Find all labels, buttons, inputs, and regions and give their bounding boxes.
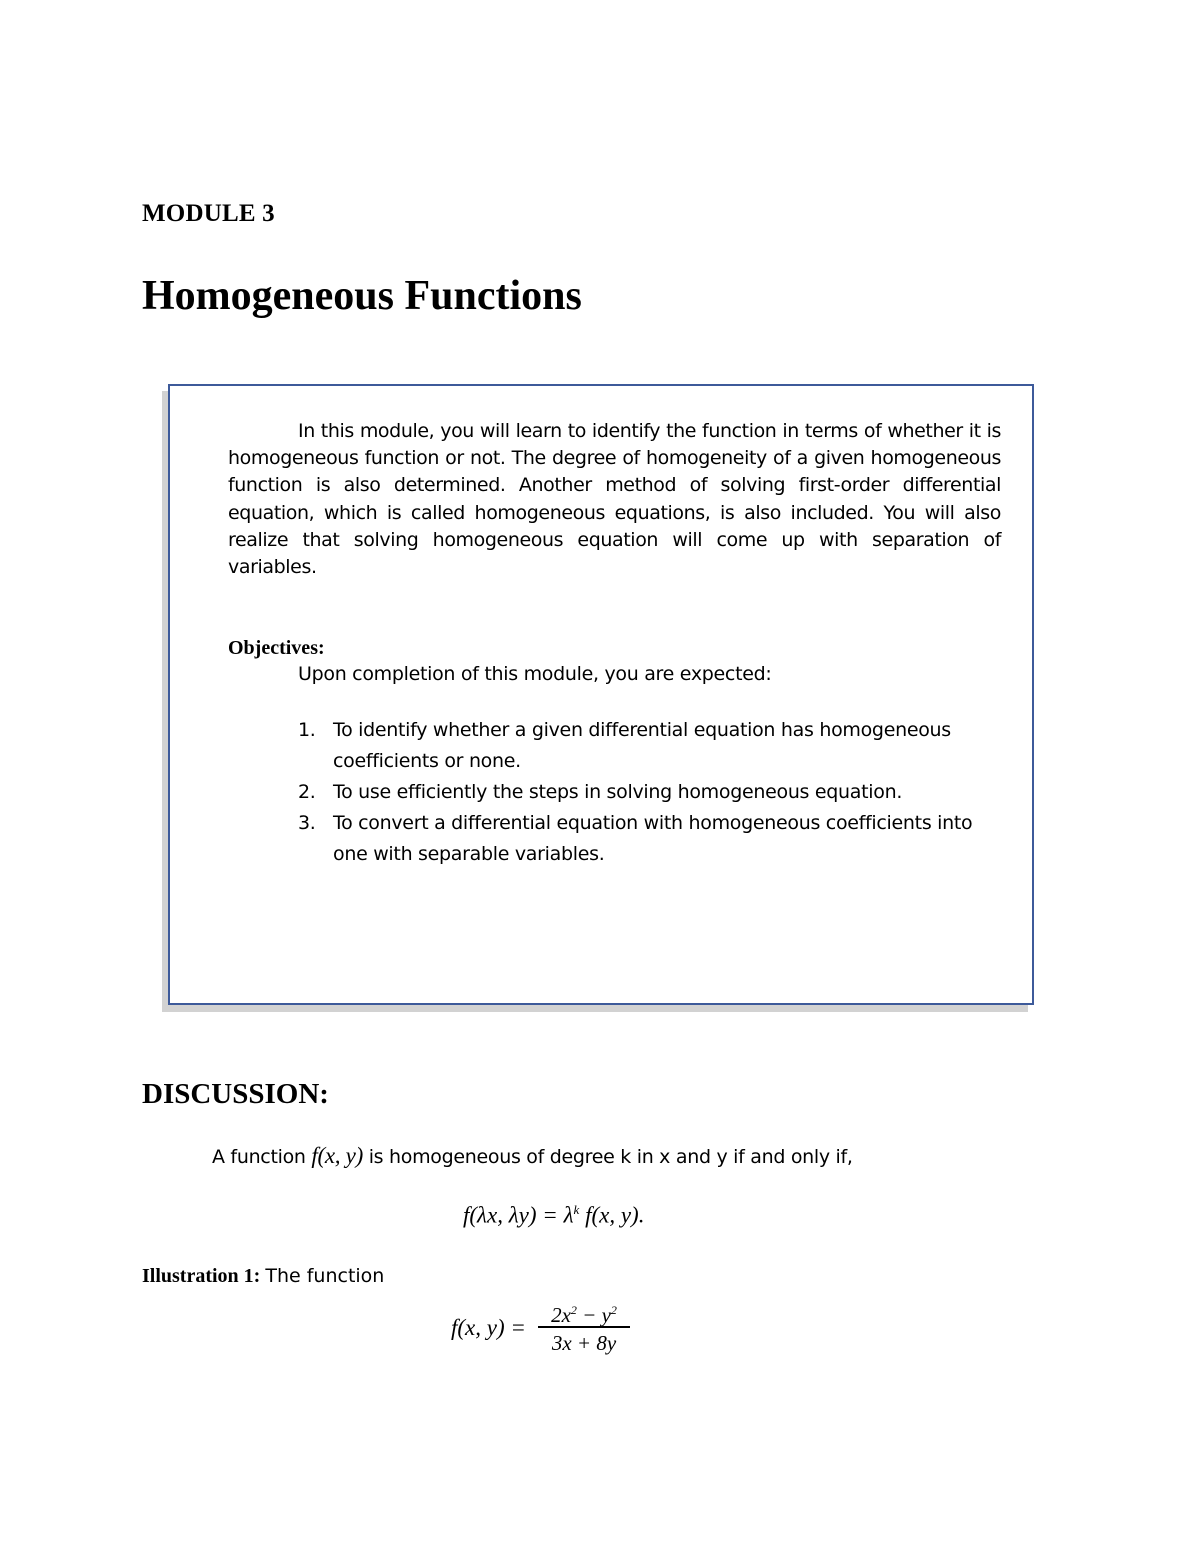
page-title: Homogeneous Functions xyxy=(142,273,582,319)
list-item-text: To use efficiently the steps in solving homogeneous equation. xyxy=(333,781,903,803)
homogeneity-equation xyxy=(463,1202,644,1229)
list-item-text: To convert a differential equation with homogeneous coefficients into one with separable variables. xyxy=(333,812,973,865)
equation-exponent: k xyxy=(573,1202,580,1217)
objectives-intro: Upon completion of this module, you are expected: xyxy=(298,663,772,685)
definition-suffix: is homogeneous of degree k in x and y if and only if, xyxy=(368,1146,853,1168)
equation-rhs: f(x, y). xyxy=(579,1202,645,1228)
definition-line xyxy=(212,1143,853,1169)
illustration-text: The function xyxy=(265,1265,385,1287)
illustration-label: Illustration 1: xyxy=(142,1265,261,1287)
illustration-equation-lhs: f(x, y) = xyxy=(451,1315,526,1340)
list-item xyxy=(298,715,998,777)
list-item-number: 3. xyxy=(298,812,316,834)
numerator-exponent-b: 2 xyxy=(610,1303,617,1317)
illustration-fraction xyxy=(538,1296,630,1355)
list-item xyxy=(298,808,998,870)
numerator-term-a: 2x xyxy=(551,1303,571,1327)
list-item-number: 2. xyxy=(298,781,316,803)
equation-lhs: f(λx, λy) = λ xyxy=(463,1202,574,1228)
numerator-term-b: − y xyxy=(576,1303,611,1327)
numerator-exponent-a: 2 xyxy=(570,1303,577,1317)
intro-paragraph: In this module, you will learn to identify the function in terms of whether it is homogeneous function or not. The degree of homogeneity of a given homogeneous function is also determined. Another method of solving first-order differential equation, which is called homogeneous equations, is also included. You will also realize that solving homogeneous equation will come up with separation of variables. xyxy=(228,420,1001,579)
definition-function: f(x, y) xyxy=(311,1143,363,1168)
illustration-line xyxy=(142,1265,384,1288)
definition-prefix: A function xyxy=(212,1146,306,1168)
fraction-numerator xyxy=(538,1296,630,1327)
fraction-denominator: 3x + 8y xyxy=(551,1330,617,1355)
list-item-text: To identify whether a given differential equation has homogeneous coefficients or none. xyxy=(333,719,951,772)
module-label: MODULE 3 xyxy=(142,200,275,227)
discussion-heading: DISCUSSION: xyxy=(142,1078,329,1110)
objectives-list xyxy=(298,715,998,870)
list-item xyxy=(298,777,998,808)
objectives-heading: Objectives: xyxy=(228,637,325,659)
list-item-number: 1. xyxy=(298,719,316,741)
